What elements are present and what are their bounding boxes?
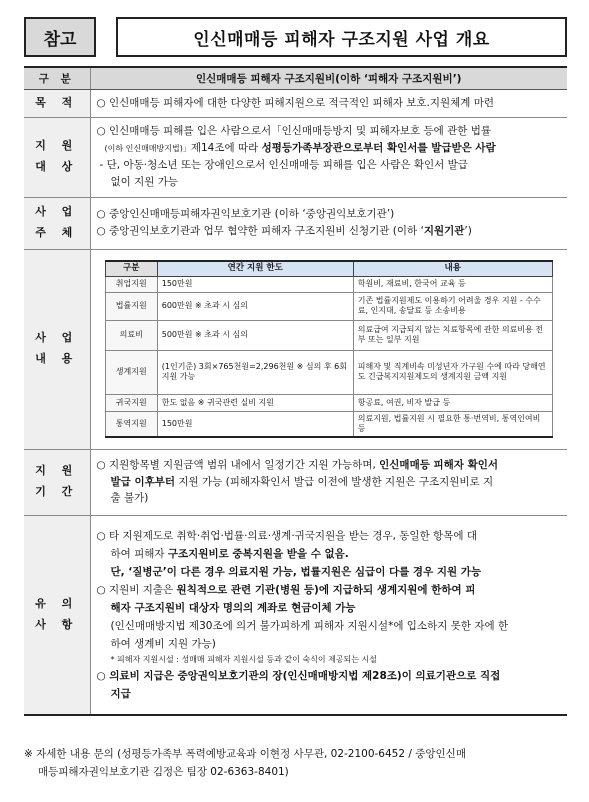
support-col-limit: 연간 지원 한도 bbox=[157, 261, 353, 276]
notes-content: ○ 타 지원제도로 취학·취업·법률·의료·생계·귀국지원을 받는 경우, 동일한 항목에 대 하여 피해자 구조지원비로 중복지원을 받을 수 없음. 단, ‘질병군’이 다른 경우 의료지원 가능, 법률지원은 심급이 다를 경우 지원 가능 ○ 지원비 지출은 원칙적으로 관련 기관(병원 등)에 지급하되 생계지원에 한하여 피 해자 구조지원비 대상자 명의의 계좌로 현금이체 가능 (인신매매방지법 제30조에 의거 불가피하게 피해자 지원시설*에 입소하지 못한 자에 한 하여 생계비 지원 가능) * 피해자 지원시설 : 성매매 피해자 지원시설 등과 같이 숙식이 제공되는 시설 ○ 의료비 지급은 중앙권익보호기관의 장(인신매매방지법 제28조)이 의료기관으로 직접 지급 bbox=[90, 515, 567, 715]
target-row bbox=[24, 117, 567, 197]
table-row: 귀국지원 한도 없음 ※ 귀국관련 실비 지원 항공료, 여권, 비자 발급 등 bbox=[105, 394, 552, 411]
title-row bbox=[24, 17, 567, 59]
support-table bbox=[105, 260, 553, 438]
table-row: 법률지원 600만원 ※ 초과 시 심의 기존 법률지원제도 이용하기 어려울 경우 지원 - 수수료, 인지대, 송달료 등 소송비용 bbox=[105, 292, 552, 320]
target-content: ○ 인신매매등 피해를 입은 사람으로서「인신매매등방지 및 피해자보호 등에 관한 법률 (이하 인신매매방지법)」제14조에 따라 성평등가족부장관으로부터 확인서를 발급받은 사람 - 단, 아동·청소년 또는 장애인으로서 인신매매등 피해를 입은 사람은 확인서 발급 없이 지원 가능 bbox=[90, 117, 567, 197]
period-content: ○ 지원항목별 지원금액 범위 내에서 일정기간 지원 가능하며, 인신매매등 피해자 확인서 발급 이후부터 지원 가능 (피해자확인서 발급 이전에 발생한 지원은 구조지원비로 지 출 불가) bbox=[90, 449, 567, 515]
operator-label: 사 업 주 체 bbox=[24, 197, 90, 249]
operator-content: ○ 중앙인신매매등피해자권익보호기관 (이하 ‘중앙권익보호기관’) ○ 중앙권익보호기관과 업무 협약한 피해자 구조지원비 신청기관 (이하 ‘지원기관’) bbox=[90, 197, 567, 249]
notes-row bbox=[24, 515, 567, 715]
overview-table bbox=[24, 66, 567, 716]
target-label: 지 원 대 상 bbox=[24, 117, 90, 197]
table-row: 취업지원 150만원 학원비, 재료비, 한국어 교육 등 bbox=[105, 276, 552, 292]
page-title: 인신매매등 피해자 구조지원 사업 개요 bbox=[116, 17, 567, 57]
content-cell bbox=[90, 249, 567, 449]
table-header-row bbox=[24, 67, 567, 89]
period-row bbox=[24, 449, 567, 515]
table-row: 통역지원 150만원 의료지원, 법률지원 시 필요한 통·번역비, 통역인여비 등 bbox=[105, 411, 552, 437]
notes-label: 유 의 사 항 bbox=[24, 515, 90, 715]
support-header-row bbox=[105, 261, 552, 276]
period-label: 지 원 기 간 bbox=[24, 449, 90, 515]
header-category: 구 분 bbox=[24, 67, 90, 89]
content-label: 사 업 내 용 bbox=[24, 249, 90, 449]
contact-footer: ※ 자세한 내용 문의 (성평등가족부 폭력예방교육과 이현정 사무관, 02-2100-6452 / 중앙인신매 매등피해자권익보호기관 김정은 팀장 02-6363-8401) bbox=[24, 748, 466, 778]
content-row bbox=[24, 249, 567, 449]
table-row: 의료비 500만원 ※ 초과 시 심의 의료급여 지급되지 않는 치료항목에 관한 의료비용 전부 또는 일부 지원 bbox=[105, 320, 552, 350]
operator-row bbox=[24, 197, 567, 249]
purpose-label: 목 적 bbox=[24, 89, 90, 117]
purpose-row bbox=[24, 89, 567, 117]
reference-tag: 참고 bbox=[24, 17, 96, 57]
support-col-detail: 내용 bbox=[353, 261, 552, 276]
support-col-category: 구분 bbox=[105, 261, 157, 276]
purpose-text: ○ 인신매매등 피해자에 대한 다양한 피해지원으로 적극적인 피해자 보호.지원체계 마련 bbox=[90, 89, 567, 117]
header-program: 인신매매등 피해자 구조지원비(이하 ‘피해자 구조지원비’) bbox=[90, 67, 567, 89]
table-row: 생계지원 (1인기준) 3회×765천원=2,296천원 ※ 심의 후 6회 지원 가능 피해자 및 직계비속 미성년자 가구원 수에 따라 당해연도 긴급복지지원제도의 생계지원 금액 지원 bbox=[105, 350, 552, 394]
